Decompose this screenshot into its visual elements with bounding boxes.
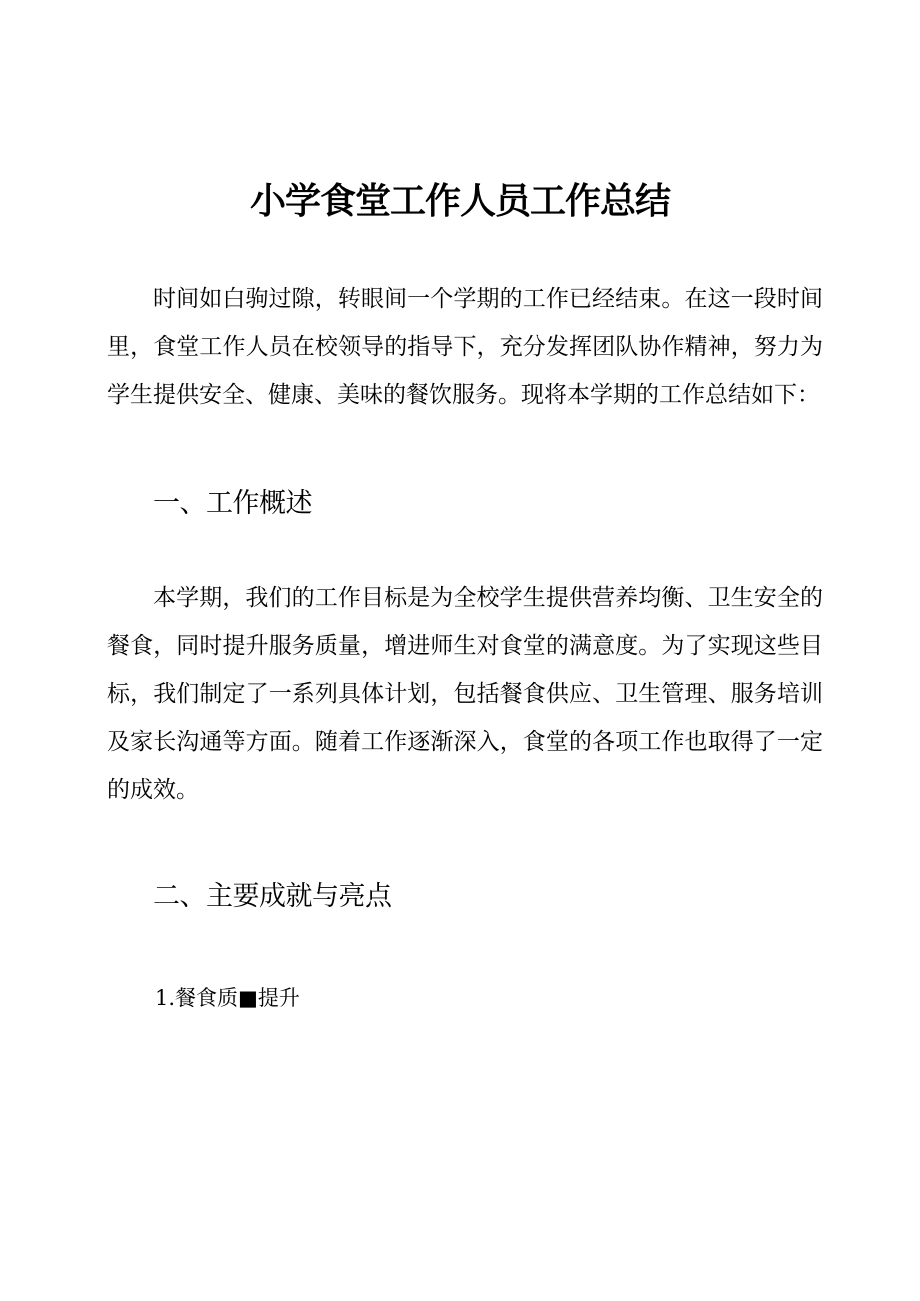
work-overview-paragraph: 本学期，我们的工作目标是为全校学生提供营养均衡、卫生安全的餐食，同时提升服务质量，增进师生对食堂的满意度。为了实现这些目标，我们制定了一系列具体计划，包括餐食供应、卫生管理、服务培训及家长沟通等方面。随着工作逐渐深入，食堂的各项工作也取得了一定的成效。 (107, 585, 823, 803)
document-title: 小学食堂工作人员工作总结 (249, 181, 670, 222)
section-heading-work-overview: 一、工作概述 (153, 488, 312, 519)
section-heading-achievements: 二、主要成就与亮点 (153, 881, 392, 912)
intro-paragraph: 时间如白驹过隙，转眼间一个学期的工作已经结束。在这一段时间里，食堂工作人员在校领导的指导下，充分发挥团队协作精神，努力为学生提供安全、健康、美味的餐饮服务。现将本学期的工作总结如下： (107, 286, 823, 408)
subheading-meal-quality: 1.餐食质■提升 (155, 986, 300, 1010)
